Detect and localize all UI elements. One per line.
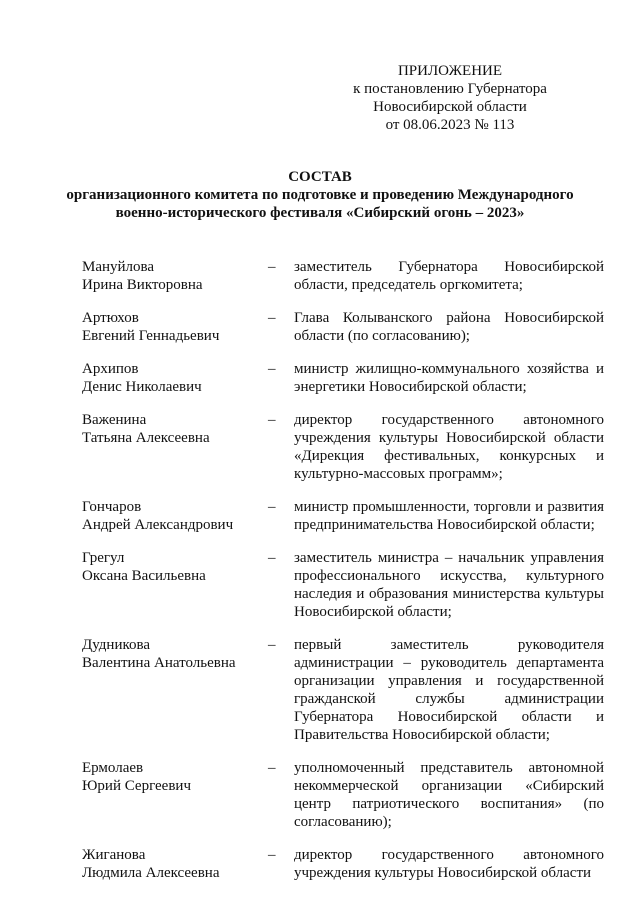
dash-separator: – — [268, 847, 276, 863]
member-row — [82, 360, 604, 396]
dash-separator: – — [268, 637, 276, 653]
member-name — [82, 309, 268, 345]
dash-separator: – — [268, 310, 276, 326]
member-surname: Грегул — [82, 550, 125, 566]
member-surname: Важенина — [82, 412, 147, 428]
member-given-names: Валентина Анатольевна — [82, 655, 236, 671]
appendix-label: ПРИЛОЖЕНИЕ — [397, 63, 503, 79]
dash-separator: – — [268, 499, 276, 515]
member-role: министр жилищно-коммунального хозяйства и энергетики Новосибирской области; — [294, 361, 604, 395]
member-name — [82, 411, 268, 483]
member-row — [82, 759, 604, 831]
member-name — [82, 636, 268, 744]
member-row — [82, 549, 604, 621]
dash-separator: – — [268, 412, 276, 428]
appendix-decree-ref: к постановлению Губернатора — [353, 81, 547, 97]
member-role: уполномоченный представитель автономной некоммерческой организации «Сибирский центр патриотического воспитания» (по согласованию); — [294, 760, 604, 830]
dash-separator: – — [268, 760, 276, 776]
member-role: директор государственного автономного учреждения культуры Новосибирской области — [294, 847, 604, 881]
member-row — [82, 498, 604, 534]
dash-separator: – — [268, 259, 276, 275]
member-given-names: Юрий Сергеевич — [82, 778, 191, 794]
members-list — [82, 258, 604, 897]
member-given-names: Евгений Геннадьевич — [82, 328, 220, 344]
member-surname: Мануйлова — [82, 259, 155, 275]
member-role: Глава Колыванского района Новосибирской области (по согласованию); — [294, 310, 604, 344]
member-surname: Архипов — [82, 361, 139, 377]
appendix-region: Новосибирской области — [373, 99, 527, 115]
member-row — [82, 258, 604, 294]
member-name — [82, 498, 268, 534]
member-given-names: Татьяна Алексеевна — [82, 430, 210, 446]
member-name — [82, 846, 268, 882]
appendix-header — [345, 62, 555, 134]
member-role: министр промышленности, торговли и развития предпринимательства Новосибирской области; — [294, 499, 604, 533]
member-given-names: Ирина Викторовна — [82, 277, 203, 293]
title-subtitle-line1: организационного комитета по подготовке и проведению Международного — [66, 187, 574, 203]
member-surname: Ермолаев — [82, 760, 144, 776]
member-given-names: Денис Николаевич — [82, 379, 202, 395]
dash-separator: – — [268, 550, 276, 566]
member-role: директор государственного автономного учреждения культуры Новосибирской области «Дирекция фестивальных, конкурсных и культурно-массовых программ»; — [294, 412, 604, 482]
member-surname: Артюхов — [82, 310, 139, 326]
member-surname: Гончаров — [82, 499, 142, 515]
member-role: первый заместитель руководителя администрации – руководитель департамента организации управления и государственной гражданской службы администрации Губернатора Новосибирской области и Правительства Новосибирской области; — [294, 637, 604, 743]
member-row — [82, 846, 604, 882]
member-row — [82, 411, 604, 483]
member-role: заместитель Губернатора Новосибирской области, председатель оргкомитета; — [294, 259, 604, 293]
title-main: СОСТАВ — [288, 169, 352, 185]
member-surname: Дудникова — [82, 637, 151, 653]
member-surname: Жиганова — [82, 847, 146, 863]
member-given-names: Оксана Васильевна — [82, 568, 206, 584]
member-role: заместитель министра – начальник управления профессионального искусства, культурного наследия и образования министерства культуры Новосибирской области; — [294, 550, 604, 620]
document-title — [60, 168, 580, 222]
appendix-date-number: от 08.06.2023 № 113 — [385, 117, 515, 133]
member-row — [82, 309, 604, 345]
title-subtitle-line2: военно-исторического фестиваля «Сибирский огонь – 2023» — [115, 205, 525, 221]
member-given-names: Андрей Александрович — [82, 517, 234, 533]
dash-separator: – — [268, 361, 276, 377]
member-given-names: Людмила Алексеевна — [82, 865, 220, 881]
member-name — [82, 549, 268, 621]
member-name — [82, 759, 268, 831]
member-name — [82, 360, 268, 396]
member-name — [82, 258, 268, 294]
member-row — [82, 636, 604, 744]
